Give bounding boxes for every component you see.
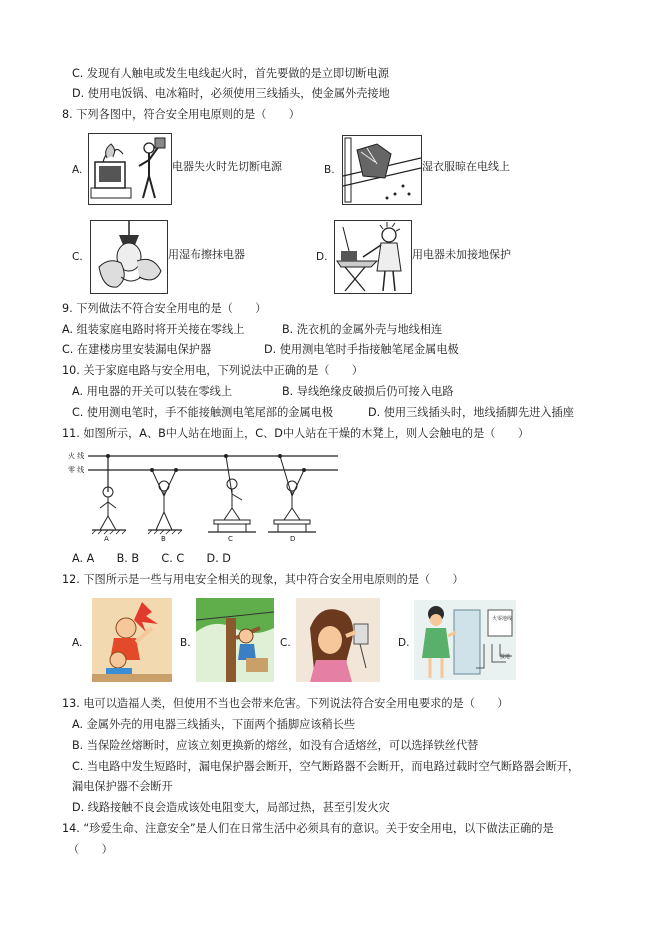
- question-13: 13. 电可以造福人类，但使用不当也会带来危害。下列说法符合安全用电要求的是（ ）: [62, 697, 509, 710]
- q10-option-a: A. 用电器的开关可以装在零线上: [72, 385, 233, 398]
- q12-a-letter: A.: [72, 637, 83, 649]
- live-wire-label: 火 线: [68, 452, 85, 460]
- question-14-blank: （ ）: [68, 843, 113, 856]
- q12-c-letter: C.: [280, 637, 291, 649]
- q8-c-letter: C.: [72, 251, 83, 263]
- q8-b-caption: 湿衣服晾在电线上: [422, 160, 510, 173]
- q8-a-letter: A.: [72, 164, 83, 176]
- neutral-wire-label: 零 线: [68, 466, 85, 474]
- q12-d-letter: D.: [398, 637, 410, 649]
- q9-option-a: A. 组装家庭电路时将开关接在零线上: [62, 323, 245, 336]
- q11-options: A. A B. B C. C D. D: [72, 552, 231, 565]
- fig-label-a: A: [104, 535, 109, 543]
- q8-c-caption: 用湿布擦抹电器: [168, 248, 245, 261]
- q9-option-b: B. 洗衣机的金属外壳与地线相连: [282, 323, 443, 336]
- fig-label-b: B: [161, 535, 166, 543]
- option-c-text: C. 发现有人触电或发生电线起火时，首先要做的是立即切断电源: [72, 67, 389, 80]
- q12-b-image: [196, 598, 274, 682]
- question-8: 8. 下列各图中，符合安全用电原则的是（ ）: [62, 108, 300, 121]
- q12-b-letter: B.: [180, 637, 191, 649]
- fig-label-d: D: [290, 535, 296, 543]
- q8-d-letter: D.: [316, 251, 328, 263]
- q9-option-d: D. 使用测电笔时手指接触笔尾金属电极: [264, 343, 459, 356]
- q8-a-image: [88, 133, 172, 205]
- q13-option-c: C. 当电路中发生短路时，漏电保护器会断开，空气断路器不会断开，而电路过载时空气断路器会断开，: [72, 760, 580, 773]
- q10-option-d: D. 使用三线插头时，地线插脚先进入插座: [368, 406, 574, 419]
- q8-b-letter: B.: [324, 164, 335, 176]
- q12-d-sign-ground: 接地: [500, 654, 511, 660]
- q8-a-caption: 电器失火时先切断电源: [172, 160, 282, 173]
- q13-option-b: B. 当保险丝熔断时，应该立刻更换新的熔丝，如没有合适熔丝，可以选择铁丝代替: [72, 739, 479, 752]
- q12-a-image: [92, 598, 172, 682]
- question-11: 11. 如图所示，A、B中人站在地面上，C、D中人站在干燥的木凳上，则人会触电的是（ ）: [62, 427, 530, 440]
- q11-circuit-figure: [68, 446, 340, 542]
- q8-d-image: [334, 220, 412, 294]
- q8-c-image: [90, 220, 168, 294]
- fig-label-c: C: [228, 535, 233, 543]
- question-12: 12. 下图所示是一些与用电安全相关的现象，其中符合安全用电原则的是（ ）: [62, 573, 464, 586]
- q12-c-image: [296, 598, 380, 682]
- q8-b-image: [342, 135, 422, 205]
- question-14: 14. “珍爱生命、注意安全”是人们在日常生活中必须具有的意识。关于安全用电，以下做法正确的是: [62, 822, 554, 835]
- q8-d-caption: 用电器未加接地保护: [412, 248, 511, 261]
- q13-option-c-cont: 漏电保护器不会断开: [72, 780, 173, 793]
- question-9: 9. 下列做法不符合安全用电的是（ ）: [62, 302, 267, 315]
- q9-option-c: C. 在建楼房里安装漏电保护器: [62, 343, 212, 356]
- q13-option-d: D. 线路接触不良会造成该处电阻变大，局部过热，甚至引发火灾: [72, 801, 390, 814]
- q10-option-b: B. 导线绝缘皮破损后仍可接入电路: [282, 385, 454, 398]
- q13-option-a: A. 金属外壳的用电器三线插头，下面两个插脚应该稍长些: [72, 718, 356, 731]
- question-10: 10. 关于家庭电路与安全用电，下列说法中正确的是（ ）: [62, 364, 364, 377]
- option-d-text: D. 使用电饭锅、电冰箱时，必须使用三线插头，使金属外壳接地: [72, 87, 390, 100]
- q10-option-c: C. 使用测电笔时，手不能接触测电笔尾部的金属电极: [72, 406, 334, 419]
- q12-d-sign-wire: 火零地线: [492, 616, 513, 622]
